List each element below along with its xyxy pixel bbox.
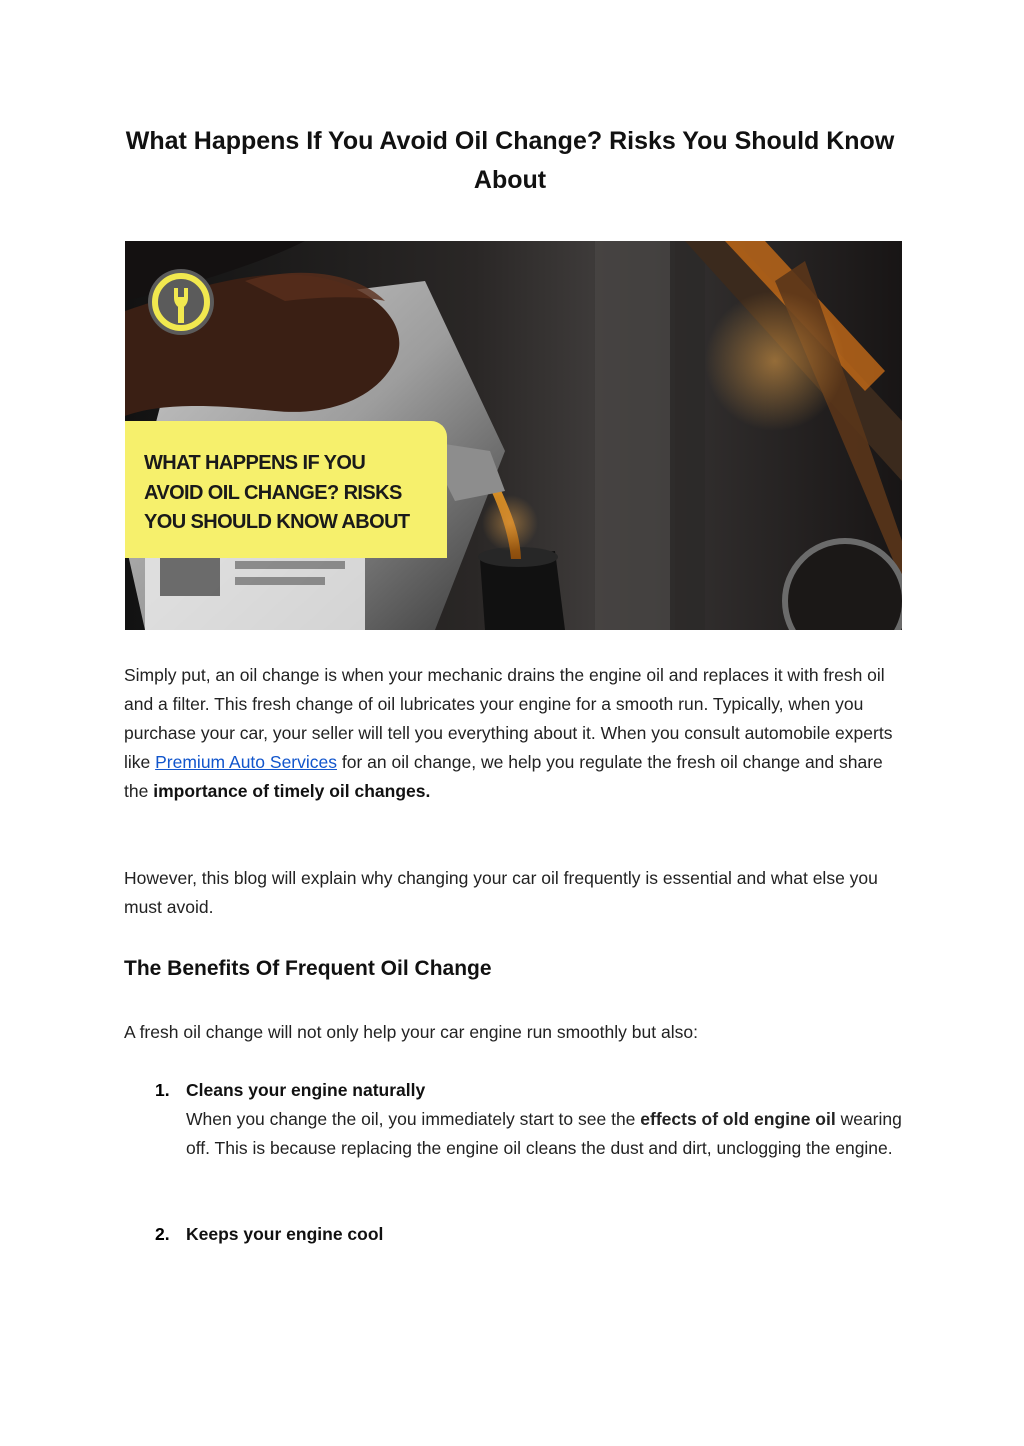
list-item-bold: effects of old engine oil [640,1109,836,1129]
intro-paragraph [124,661,904,806]
intro-text-continued: for an oil change, we help you regulate the fresh oil change and share the [124,752,883,801]
list-item-text-end: wearing off. This is because replacing the engine oil cleans the dust and dirt, unclogging the engine. [186,1109,902,1158]
list-item [124,1220,904,1250]
wrench-logo-icon [147,268,215,336]
list-item-title: Keeps your engine cool [186,1224,384,1244]
list-item-body [186,1076,906,1163]
list-number: 1. [155,1080,170,1100]
list-item-title: Cleans your engine naturally [186,1080,426,1100]
list-number: 2. [155,1224,170,1244]
intro-text: Simply put, an oil change is when your mechanic drains the engine oil and replaces it with fresh oil and a filter. This fresh change of oil lubricates your engine for a smooth run. Typically, when you purchase your car, your seller will tell you everything about it. When you consult automobile experts like [124,665,893,772]
premium-auto-services-link[interactable]: Premium Auto Services [155,752,337,772]
list-item-body [186,1220,906,1249]
list-item-text-start: When you change the oil, you immediately start to see the [186,1109,641,1129]
hero-banner-text: WHAT HAPPENS IF YOU AVOID OIL CHANGE? RISKS YOU SHOULD KNOW ABOUT [144,452,410,533]
section-heading: The Benefits Of Frequent Oil Change [124,957,492,980]
section-lead: A fresh oil change will not only help your car engine run smoothly but also: [124,1022,698,1042]
second-paragraph: However, this blog will explain why changing your car oil frequently is essential and what else you must avoid. [124,868,878,917]
hero-banner [125,421,447,558]
intro-bold-text: importance of timely oil changes. [153,781,431,801]
list-item-text [186,1105,906,1163]
list-item [124,1076,904,1192]
page-title: What Happens If You Avoid Oil Change? Risks You Should Know About [125,127,895,194]
